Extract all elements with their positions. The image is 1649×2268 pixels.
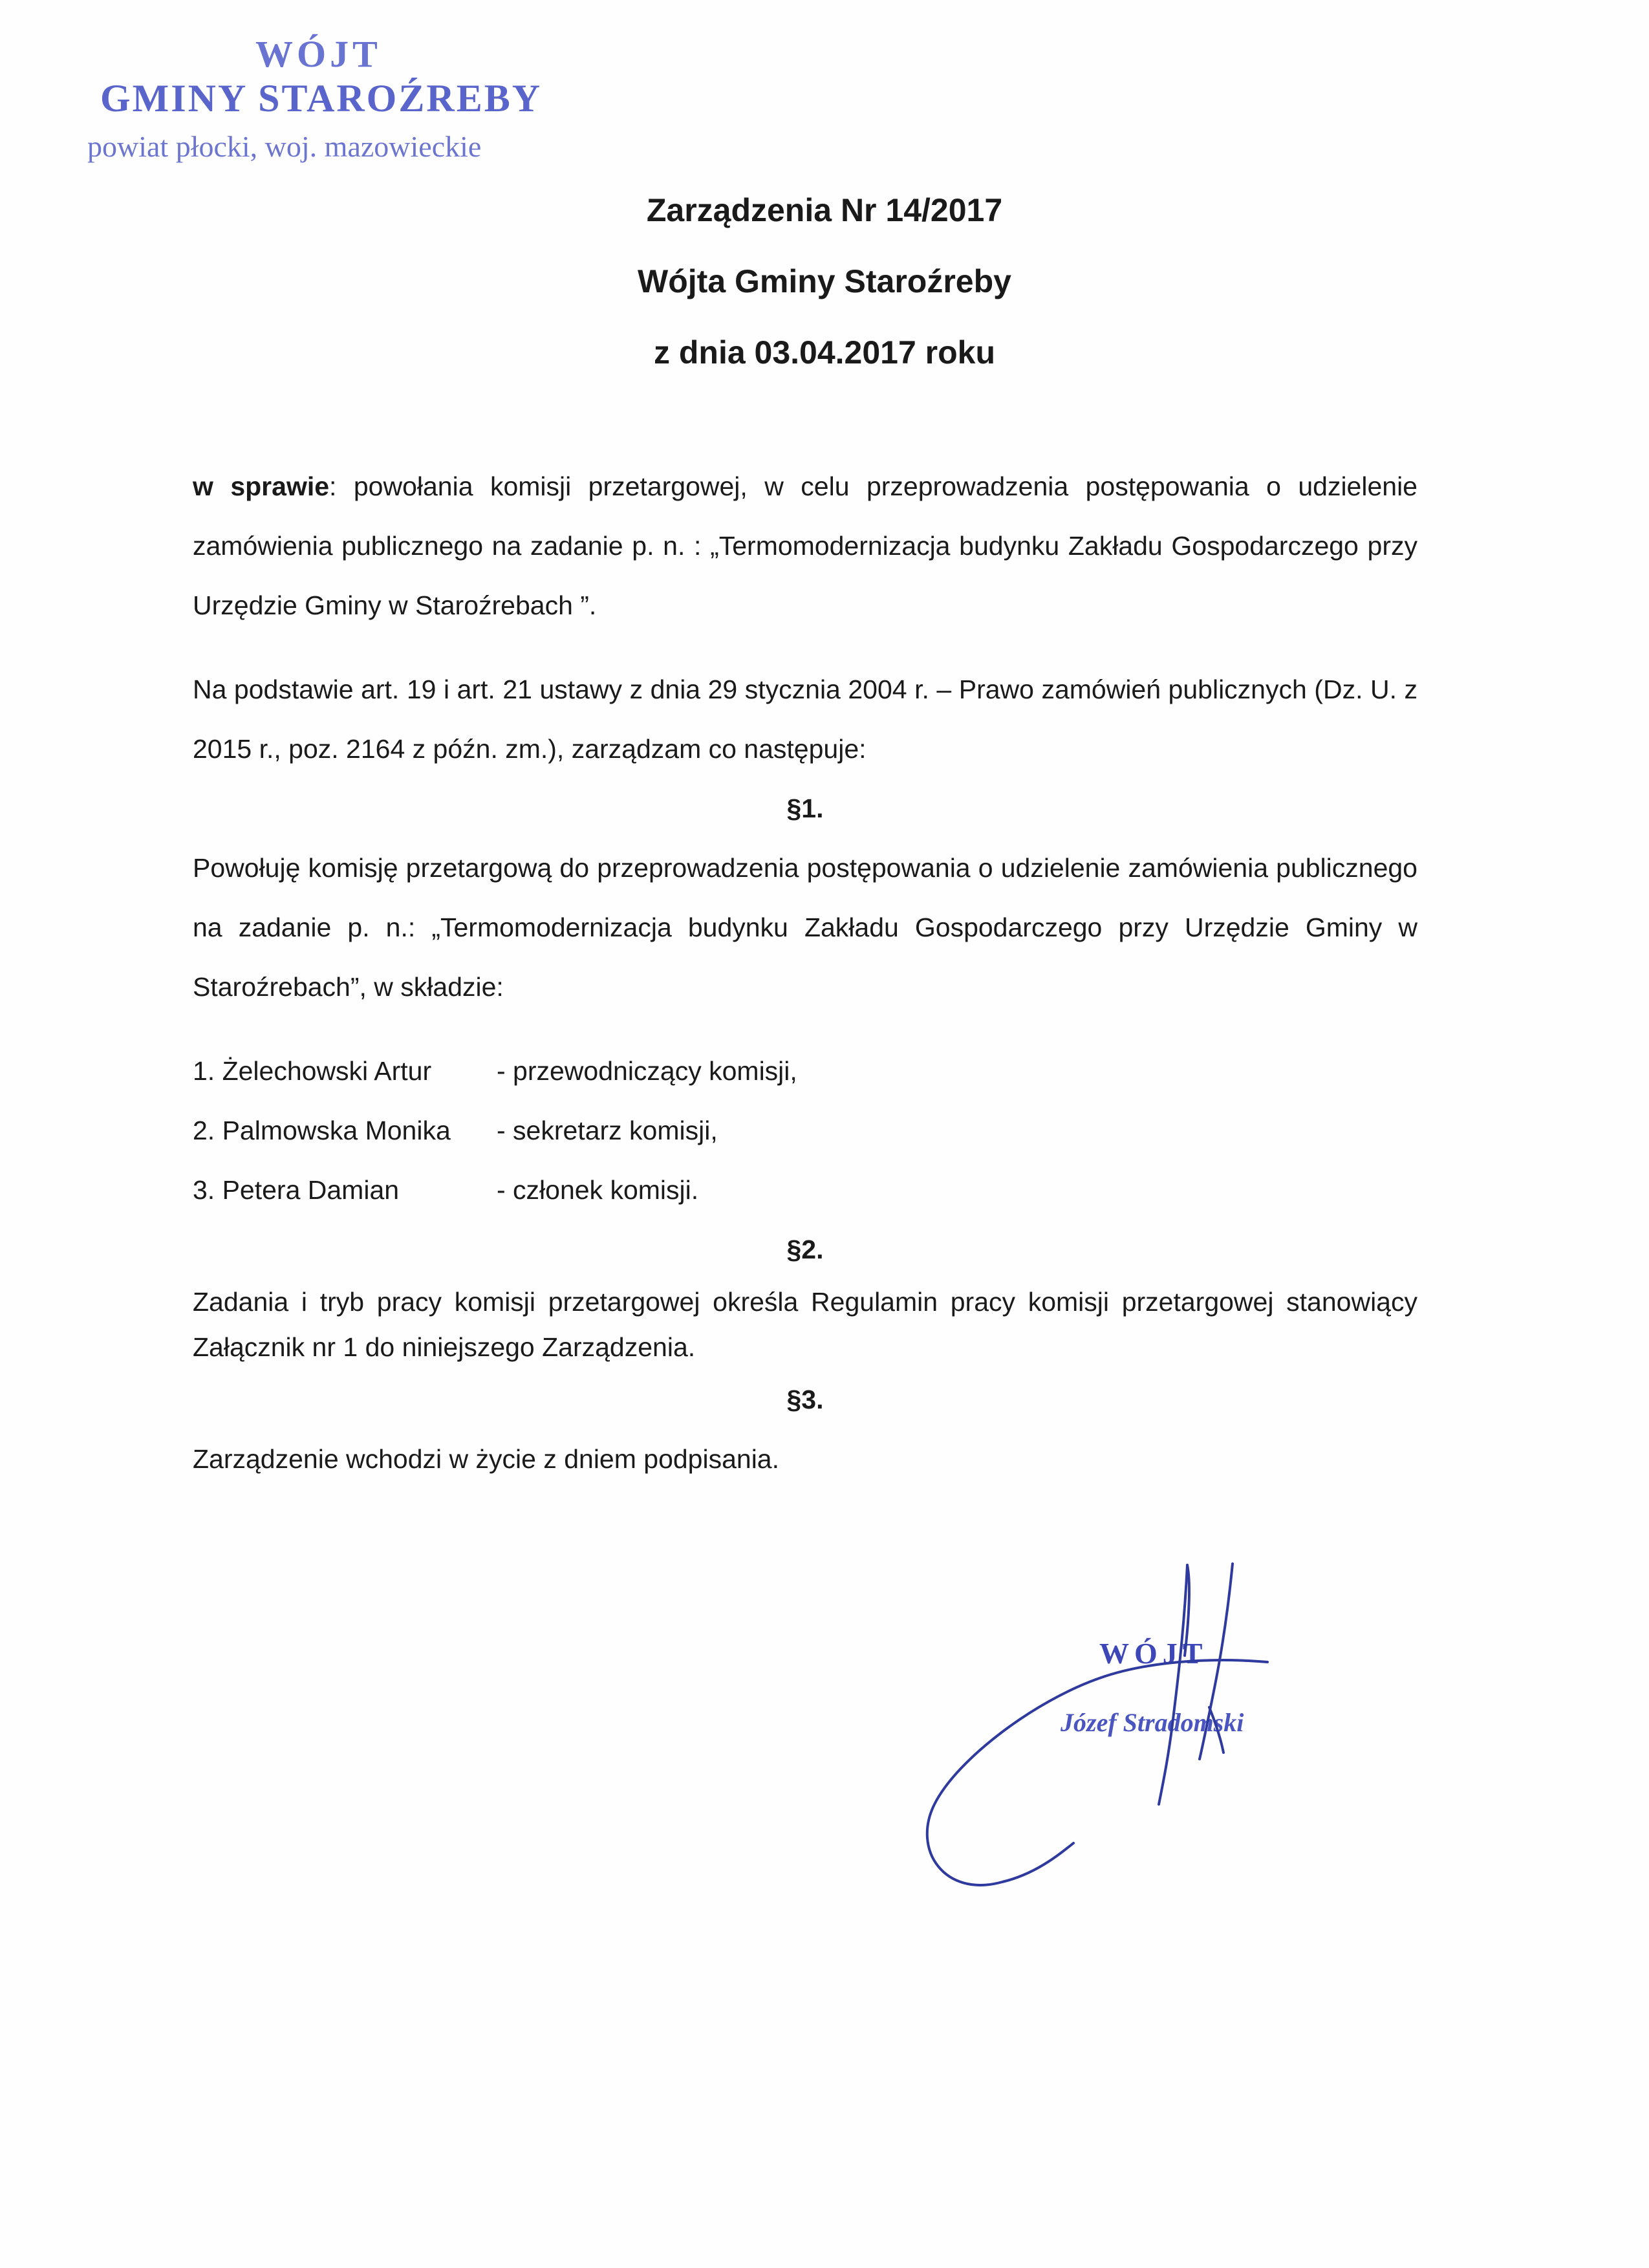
member-role: - sekretarz komisji,	[497, 1116, 718, 1145]
section-1-heading: §1.	[786, 794, 824, 823]
subject-label: w sprawie	[193, 471, 330, 501]
stamp-line-title: WÓJT	[255, 33, 382, 75]
member-name: 2. Palmowska Monika	[193, 1116, 451, 1145]
section-2-text: Zadania i tryb pracy komisji przetargowej określa Regulamin pracy komisji przetargowej stanowiący Załącznik nr 1 do niniejszego Zarządzenia.	[193, 1287, 1417, 1362]
official-stamp	[87, 32, 543, 171]
section-2-heading: §2.	[786, 1235, 824, 1264]
signature-block	[905, 1546, 1358, 1895]
handwritten-signature	[905, 1546, 1358, 1895]
legal-basis-paragraph: Na podstawie art. 19 i art. 21 ustawy z dnia 29 stycznia 2004 r. – Prawo zamówień publicznych (Dz. U. z 2015 r., poz. 2164 z późn. zm.), zarządzam co następuje:	[193, 675, 1417, 764]
document-title: Zarządzenia Nr 14/2017	[646, 192, 1003, 228]
list-item	[193, 1160, 1417, 1220]
commission-members-list	[193, 1041, 1417, 1220]
stamp-line-region: powiat płocki, woj. mazowieckie	[87, 130, 482, 163]
section-3-heading: §3.	[786, 1385, 824, 1414]
document-issuer: Wójta Gminy Staroźreby	[638, 263, 1011, 299]
section-3-text: Zarządzenie wchodzi w życie z dniem podpisania.	[193, 1444, 780, 1474]
list-item	[193, 1101, 1417, 1160]
subject-paragraph	[193, 457, 1417, 635]
member-role: - przewodniczący komisji,	[497, 1056, 797, 1086]
subject-text: : powołania komisji przetargowej, w celu przeprowadzenia postępowania o udzielenie zamówienia publicznego na zadanie p. n. : „Termomodernizacja budynku Zakładu Gospodarczego przy Urzędzie Gminy w Staroźrebach ”.	[193, 471, 1417, 620]
member-name: 1. Żelechowski Artur	[193, 1056, 432, 1086]
document-header	[0, 175, 1649, 388]
section-1-text: Powołuję komisję przetargową do przeprowadzenia postępowania o udzielenie zamówienia publicznego na zadanie p. n.: „Termomodernizacja budynku Zakładu Gospodarczego przy Urzędzie Gminy w Staroźrebach”, w składzie:	[193, 853, 1417, 1002]
stamp-line-office: GMINY STAROŹREBY	[100, 77, 543, 120]
document-date: z dnia 03.04.2017 roku	[653, 334, 996, 371]
list-item	[193, 1041, 1417, 1101]
member-name: 3. Petera Damian	[193, 1175, 400, 1205]
signature-stamp-title: WÓJT	[1099, 1637, 1208, 1670]
document-body	[193, 457, 1417, 1489]
signature-stamp-name: Józef Stradomski	[1061, 1708, 1244, 1737]
member-role: - członek komisji.	[497, 1175, 699, 1205]
